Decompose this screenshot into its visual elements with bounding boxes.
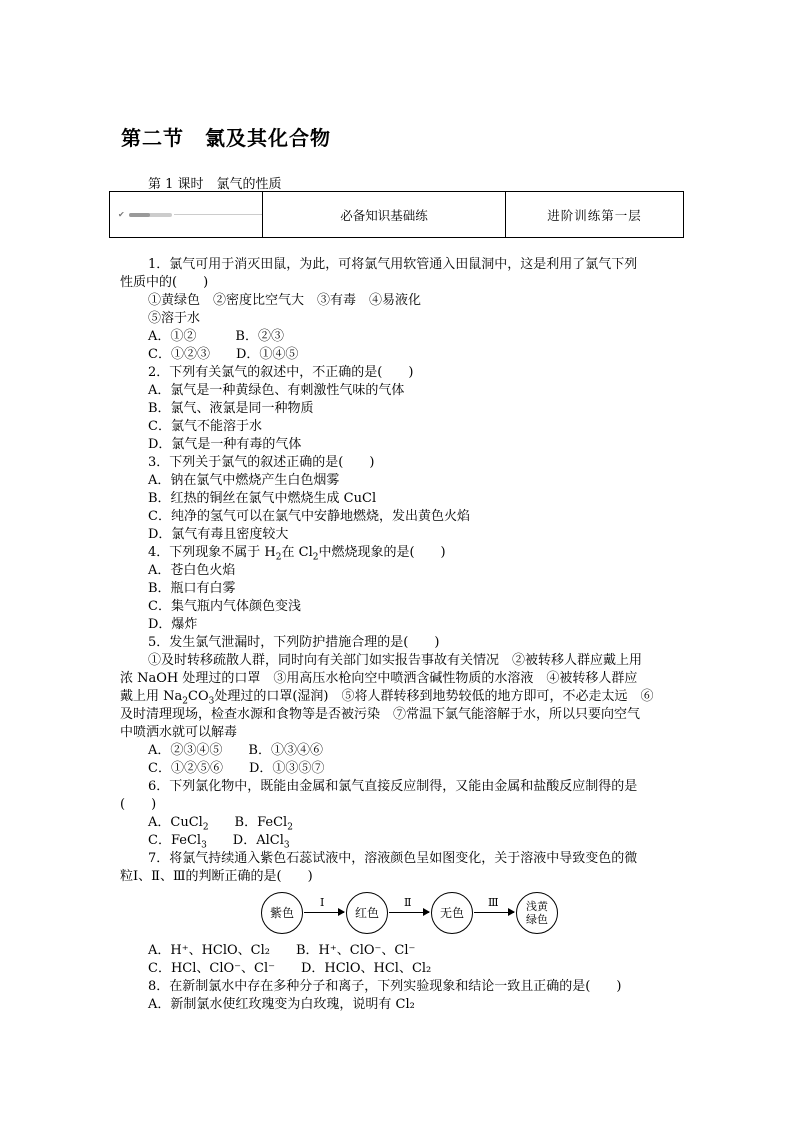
q4-stem: 4．下列现象不属于 $H_2$在 $Cl_2$中燃烧现象的是( ) — [148, 545, 446, 563]
q7-stem: 7．将氯气持续通入紫色石蕊试液中，溶液颜色呈如图变化，关于溶液中导致变色的微 — [148, 851, 638, 866]
q5-stem: 5．发生氯气泄漏时，下列防护措施合理的是( ) — [148, 635, 440, 650]
q6-options-cd: C．FeCl$_3$ D．AlCl$_3$ — [148, 833, 290, 851]
progress-bar — [129, 213, 172, 217]
check-icon: ✔ — [118, 210, 125, 219]
q5-text-4: 及时清理现场，检查水源和食物等是否被污染 ⑦常温下氯气能溶解于水，所以只要向空气 — [120, 707, 641, 722]
q4-option-d: D．爆炸 — [148, 617, 198, 632]
arrow-label-3: Ⅲ — [488, 896, 499, 909]
q1-options-ab: A．①② B．②③ — [148, 329, 284, 344]
q1-props-2: ⑤溶于水 — [148, 311, 201, 326]
q6-stem: 6．下列氯化物中，既能由金属和氯气直接反应制得，又能由金属和盐酸反应制得的是 — [148, 779, 638, 794]
q1-options-cd: C．①②③ D．①④⑤ — [148, 347, 299, 362]
q2-option-a: A．氯气是一种黄绿色、有刺激性气味的气体 — [148, 383, 405, 398]
arrow-label-1: Ⅰ — [320, 896, 325, 909]
q6-options-ab: A．CuCl$_2$ B．FeCl$_2$ — [148, 815, 293, 833]
question-list — [120, 256, 680, 1014]
q7-stem-cont: 粒Ⅰ、Ⅱ、Ⅲ的判断正确的是( ) — [120, 869, 313, 884]
progress-fill — [129, 213, 151, 217]
arrow-3 — [474, 912, 514, 913]
color-change-diagram — [120, 888, 680, 940]
q3-stem: 3．下列关于氯气的叙述正确的是( ) — [148, 455, 375, 470]
q7-options-ab: A．H⁺、HClO、Cl₂ B．H⁺、ClO⁻、Cl⁻ — [148, 943, 416, 958]
q2-stem: 2．下列有关氯气的叙述中，不正确的是( ) — [148, 365, 414, 380]
q1-stem-cont: 性质中的( ) — [120, 275, 209, 290]
q2-option-c: C．氯气不能溶于水 — [148, 419, 262, 434]
q4-option-a: A．苍白色火焰 — [148, 563, 236, 578]
q7-options-cd: C．HCl、ClO⁻、Cl⁻ D．HClO、HCl、Cl₂ — [148, 961, 432, 976]
arrow-1 — [304, 912, 344, 913]
q3-option-d: D．氯气有毒且密度较大 — [148, 527, 289, 542]
q2-option-b: B．氯气、液氯是同一种物质 — [148, 401, 314, 416]
q3-option-b: B．红热的铜丝在氯气中燃烧生成 CuCl — [148, 491, 377, 506]
q6-stem-cont: ( ) — [120, 797, 157, 812]
node-colorless: 无色 — [431, 892, 473, 934]
header-basic-practice: 必备知识基础练 — [263, 192, 506, 237]
node-purple: 紫色 — [261, 892, 303, 934]
q5-text-2: 浓 NaOH 处理过的口罩 ③用高压水枪向空中喷洒含碱性物质的水溶液 ④被转移人群应 — [120, 671, 638, 686]
node-red: 红色 — [346, 892, 388, 934]
q5-text-5: 中喷洒水就可以解毒 — [120, 725, 238, 740]
q2-option-d: D．氯气是一种有毒的气体 — [148, 437, 302, 452]
page-title: 第二节 氯及其化合物 — [121, 126, 331, 150]
q1-props: ①黄绿色 ②密度比空气大 ③有毒 ④易液化 — [148, 293, 422, 308]
q1-stem: 1．氯气可用于消灭田鼠，为此，可将氯气用软管通入田鼠洞中，这是利用了氯气下列 — [148, 257, 638, 272]
q5-text-1: ①及时转移疏散人群，同时向有关部门如实报告事故有关情况 ②被转移人群应戴上用 — [148, 653, 643, 668]
header-table — [109, 191, 684, 238]
progress-track — [174, 214, 262, 215]
progress-cell — [110, 192, 263, 237]
q8-stem: 8．在新制氯水中存在多种分子和离子，下列实验现象和结论一致且正确的是( ) — [148, 979, 622, 994]
arrow-label-2: Ⅱ — [404, 896, 412, 909]
header-advanced-practice: 进阶训练第一层 — [547, 207, 642, 223]
q5-options-ab: A．②③④⑤ B．①③④⑥ — [148, 743, 323, 758]
arrow-2 — [389, 912, 429, 913]
q3-option-c: C．纯净的氢气可以在氯气中安静地燃烧，发出黄色火焰 — [148, 509, 470, 524]
q5-text-3: 戴上用 $Na_2CO_3$处理过的口罩(湿润) ⑤将人群转移到地势较低的地方即可，不必走太远 ⑥ — [120, 689, 654, 707]
q5-options-cd: C．①②⑤⑥ D．①③⑤⑦ — [148, 761, 325, 776]
q4-option-b: B．瓶口有白雾 — [148, 581, 236, 596]
q3-option-a: A．钠在氯气中燃烧产生白色烟雾 — [148, 473, 340, 488]
q8-option-a: A．新制氯水使红玫瑰变为白玫瑰，说明有 Cl₂ — [148, 997, 415, 1012]
lesson-title: 第 1 课时 氯气的性质 — [148, 177, 282, 192]
q4-option-c: C．集气瓶内气体颜色变浅 — [148, 599, 301, 614]
node-light-yellow-green: 浅黄绿色 — [516, 892, 558, 934]
